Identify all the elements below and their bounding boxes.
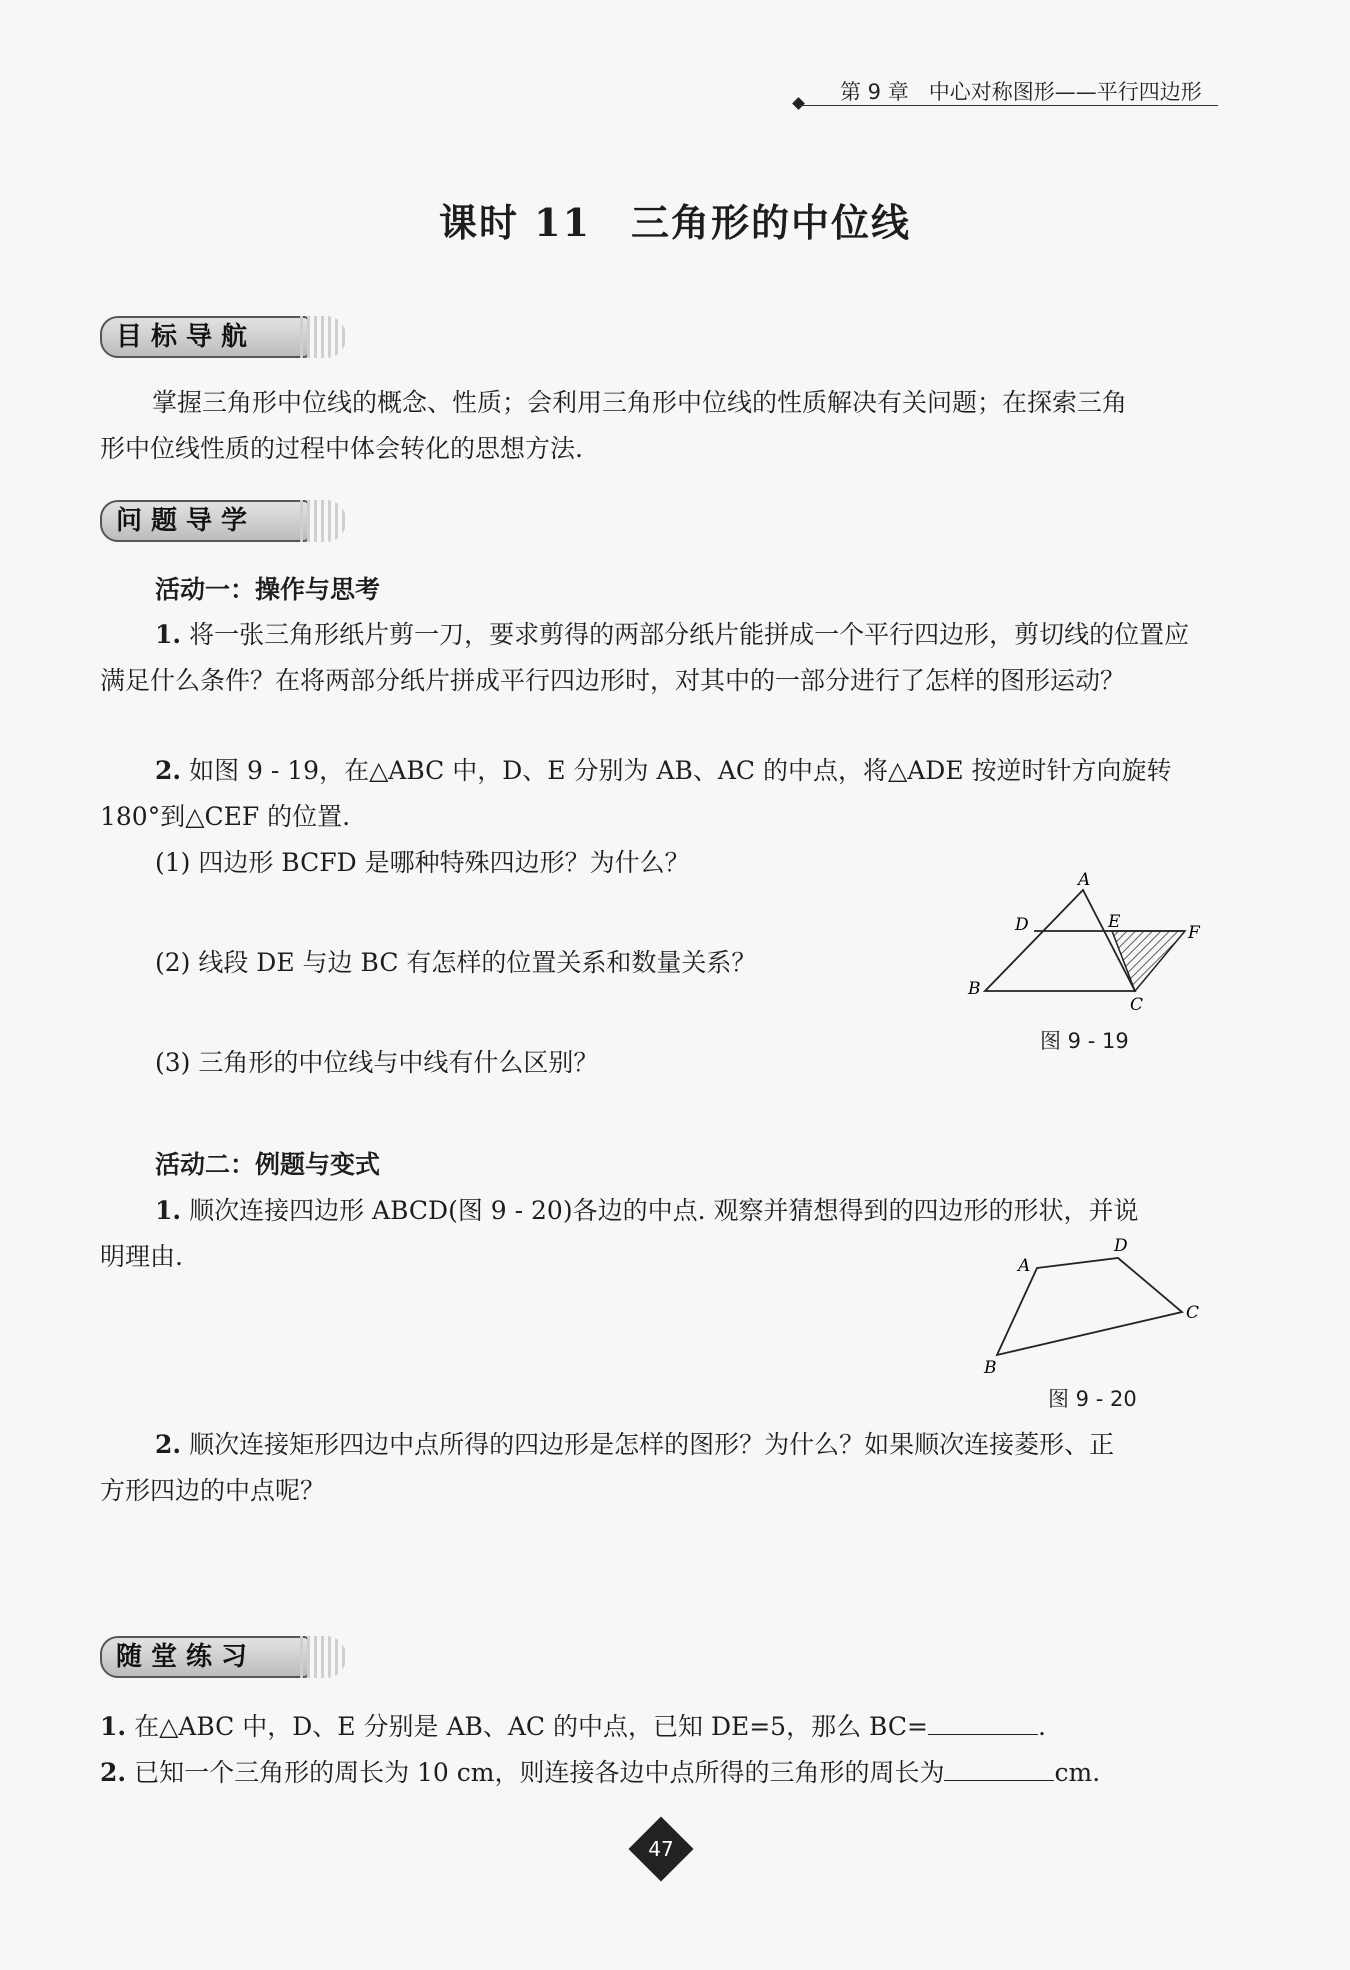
activity2-title: 活动二：例题与变式: [155, 1150, 381, 1179]
practice-section-badge: [100, 1636, 310, 1678]
triangle-abc: [985, 890, 1135, 991]
badge-tail-decoration: [300, 500, 346, 542]
activity1-q2-sub-3: (3) 三角形的中位线与中线有什么区别？: [155, 1048, 599, 1077]
header-diamond-icon: [792, 97, 805, 110]
question-number: 2.: [155, 1430, 182, 1459]
label-d: D: [1015, 915, 1029, 935]
activity1-q2-line-2: 180°到△CEF 的位置.: [100, 802, 351, 831]
practice-q1: [100, 1704, 1046, 1750]
label-c: C: [1130, 995, 1144, 1015]
guide-section-badge: [100, 500, 310, 542]
label-b: B: [968, 979, 981, 999]
activity2-q1-line-1: [155, 1188, 1138, 1234]
question-number: 2.: [100, 1758, 127, 1787]
label-a: A: [1018, 1256, 1031, 1276]
activity1-q1-line-2: 满足什么条件？在将两部分纸片拼成平行四边形时，对其中的一部分进行了怎样的图形运动？: [100, 666, 1126, 695]
goal-section-label: 目标导航: [116, 322, 257, 352]
label-f: F: [1188, 923, 1200, 943]
question-number: 2.: [155, 756, 182, 785]
figure-9-20-caption: 图 9 - 20: [1048, 1387, 1137, 1411]
guide-section-label: 问题导学: [116, 506, 257, 536]
label-e: E: [1108, 912, 1121, 932]
figure-9-19-caption: 图 9 - 19: [1040, 1029, 1129, 1053]
page-number-badge: [628, 1816, 693, 1881]
practice-section-label: 随堂练习: [116, 1642, 257, 1672]
activity1-title: 活动一：操作与思考: [155, 575, 381, 604]
goal-section-badge: [100, 316, 310, 358]
activity2-q2-line-1: [155, 1422, 1114, 1468]
question-text: 将一张三角形纸片剪一刀，要求剪得的两部分纸片能拼成一个平行四边形，剪切线的位置应: [189, 620, 1190, 649]
figure-9-20: [970, 1230, 1210, 1380]
question-number: 1.: [100, 1712, 127, 1741]
question-number: 1.: [155, 1196, 182, 1225]
chapter-header: [840, 76, 1202, 106]
question-text: 顺次连接四边形 ABCD(图 9 - 20)各边的中点. 观察并猜想得到的四边形的形状，并说: [189, 1196, 1139, 1225]
question-text: 已知一个三角形的周长为 10 cm，则连接各边中点所得的三角形的周长为: [134, 1758, 945, 1787]
badge-tail-decoration: [300, 316, 346, 358]
label-b: B: [984, 1358, 997, 1378]
answer-blank[interactable]: [928, 1710, 1038, 1735]
figure-9-19: [960, 860, 1220, 1020]
label-a: A: [1078, 870, 1091, 890]
header-rule: [800, 105, 1218, 106]
question-end: .: [1037, 1712, 1046, 1741]
activity1-q2-line-1: [155, 748, 1172, 794]
activity2-q2-line-2: 方形四边的中点呢？: [100, 1476, 326, 1505]
chapter-number: 第 9 章: [840, 80, 909, 104]
triangle-cef-shaded: [1112, 931, 1185, 991]
chapter-title: 中心对称图形——平行四边形: [928, 80, 1202, 104]
lesson-title: 课时 11 三角形的中位线: [438, 200, 912, 245]
activity1-q2-sub-1: (1) 四边形 BCFD 是哪种特殊四边形？为什么？: [155, 848, 690, 877]
question-text: 顺次连接矩形四边中点所得的四边形是怎样的图形？为什么？如果顺次连接菱形、正: [189, 1430, 1115, 1459]
practice-q2: [100, 1750, 1100, 1796]
question-text: 在△ABC 中，D、E 分别是 AB、AC 的中点，已知 DE=5，那么 BC=: [134, 1712, 928, 1741]
activity1-q2-sub-2: (2) 线段 DE 与边 BC 有怎样的位置关系和数量关系？: [155, 948, 757, 977]
label-c: C: [1186, 1303, 1200, 1323]
question-number: 1.: [155, 620, 182, 649]
question-text: 如图 9 - 19，在△ABC 中，D、E 分别为 AB、AC 的中点，将△ADE 按逆时针方向旋转: [189, 756, 1172, 785]
badge-tail-decoration: [300, 1636, 346, 1678]
activity2-q1-line-2: 明理由.: [100, 1242, 183, 1271]
answer-blank[interactable]: [944, 1756, 1054, 1781]
question-end: cm.: [1054, 1758, 1101, 1787]
activity1-q1-line-1: [155, 612, 1189, 658]
goal-line-1: 掌握三角形中位线的概念、性质；会利用三角形中位线的性质解决有关问题；在探索三角: [152, 388, 1128, 417]
label-d: D: [1114, 1236, 1128, 1256]
goal-line-2: 形中位线性质的过程中体会转化的思想方法.: [100, 434, 583, 463]
page-number: 47: [648, 1837, 674, 1861]
